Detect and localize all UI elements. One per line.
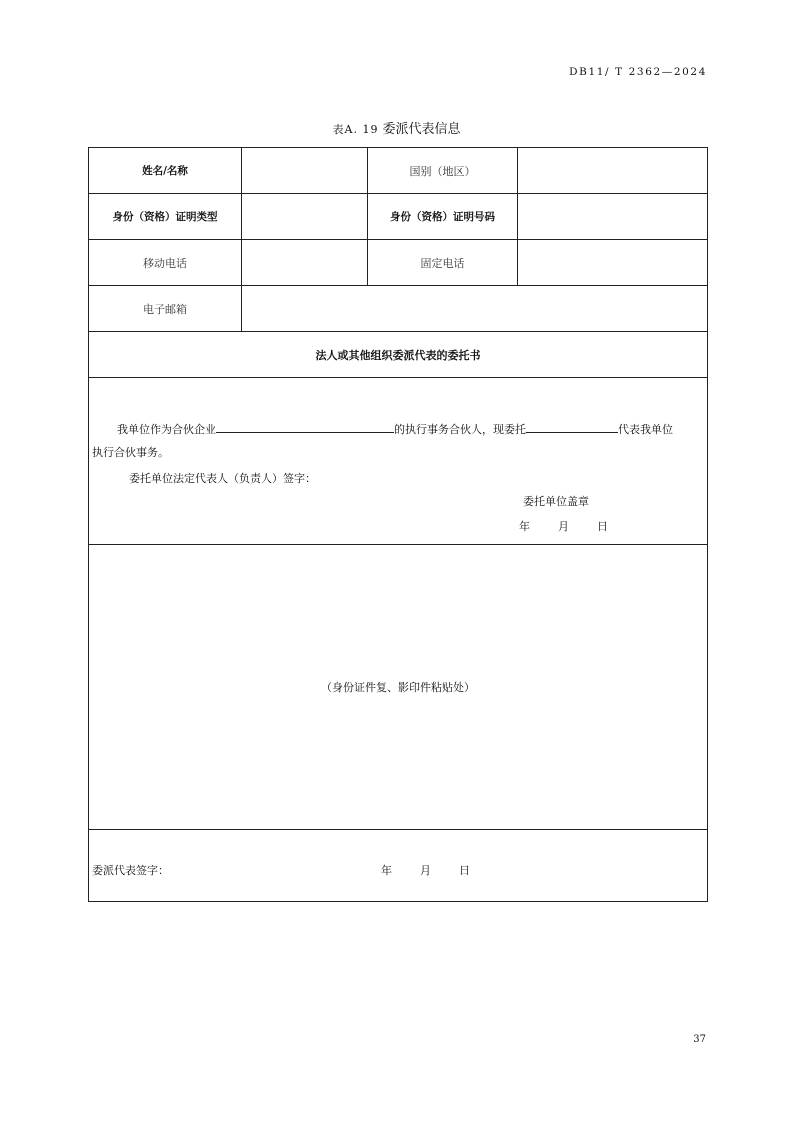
sign-date-month: 月 [420,864,431,877]
email-field[interactable] [242,286,708,332]
id-copy-paste-area [89,545,708,830]
row-id [89,194,708,240]
authorization-sentence [117,421,703,437]
table-title [0,118,793,137]
table-title-text: 委派代表信息 [382,122,461,137]
page-number: 37 [693,1034,706,1045]
id-number-field[interactable] [518,194,708,240]
row-phone [89,240,708,286]
row-authorization-body [89,378,708,545]
name-label: 姓名/名称 [89,148,242,194]
mobile-field[interactable] [242,240,368,286]
partnership-name-blank[interactable] [216,421,394,433]
name-field[interactable] [242,148,368,194]
representative-info-table [88,147,708,902]
representative-signature-label: 委派代表签字： [92,864,169,877]
delegate-name-blank[interactable] [526,421,618,433]
id-copy-paste-note: （身份证件复、影印件粘贴处） [321,681,475,694]
company-seal-label: 委托单位盖章 [523,495,589,508]
landline-label: 固定电话 [368,240,518,286]
landline-field[interactable] [518,240,708,286]
id-type-label: 身份（资格）证明类型 [89,194,242,240]
signature-date [381,862,470,878]
row-attachment [89,545,708,830]
authorization-text-part1: 我单位作为合伙企业 [117,423,216,436]
row-email [89,286,708,332]
date-year: 年 [519,520,530,533]
row-authorization-heading [89,332,708,378]
id-type-field[interactable] [242,194,368,240]
authorization-letter [89,378,708,545]
country-label: 国别（地区） [368,148,518,194]
sign-date-day: 日 [459,864,470,877]
date-month: 月 [558,520,569,533]
authorization-date [519,518,608,534]
table-number: 表A. 19 [332,123,379,136]
legal-rep-signature-label: 委托单位法定代表人（负责人）签字： [129,472,316,485]
authorization-text-part3: 代表我单位 [618,423,673,436]
country-field[interactable] [518,148,708,194]
sign-date-year: 年 [381,864,392,877]
date-day: 日 [597,520,608,533]
id-number-label: 身份（资格）证明号码 [368,194,518,240]
row-name [89,148,708,194]
representative-signature-cell[interactable] [89,830,708,902]
authorization-text-part2: 的执行事务合伙人，现委托 [394,423,526,436]
row-signature [89,830,708,902]
mobile-label: 移动电话 [89,240,242,286]
email-label: 电子邮箱 [89,286,242,332]
authorization-text-line2: 执行合伙事务。 [92,446,169,459]
document-code: DB11/ T 2362—2024 [569,66,707,78]
authorization-heading: 法人或其他组织委派代表的委托书 [89,332,708,378]
